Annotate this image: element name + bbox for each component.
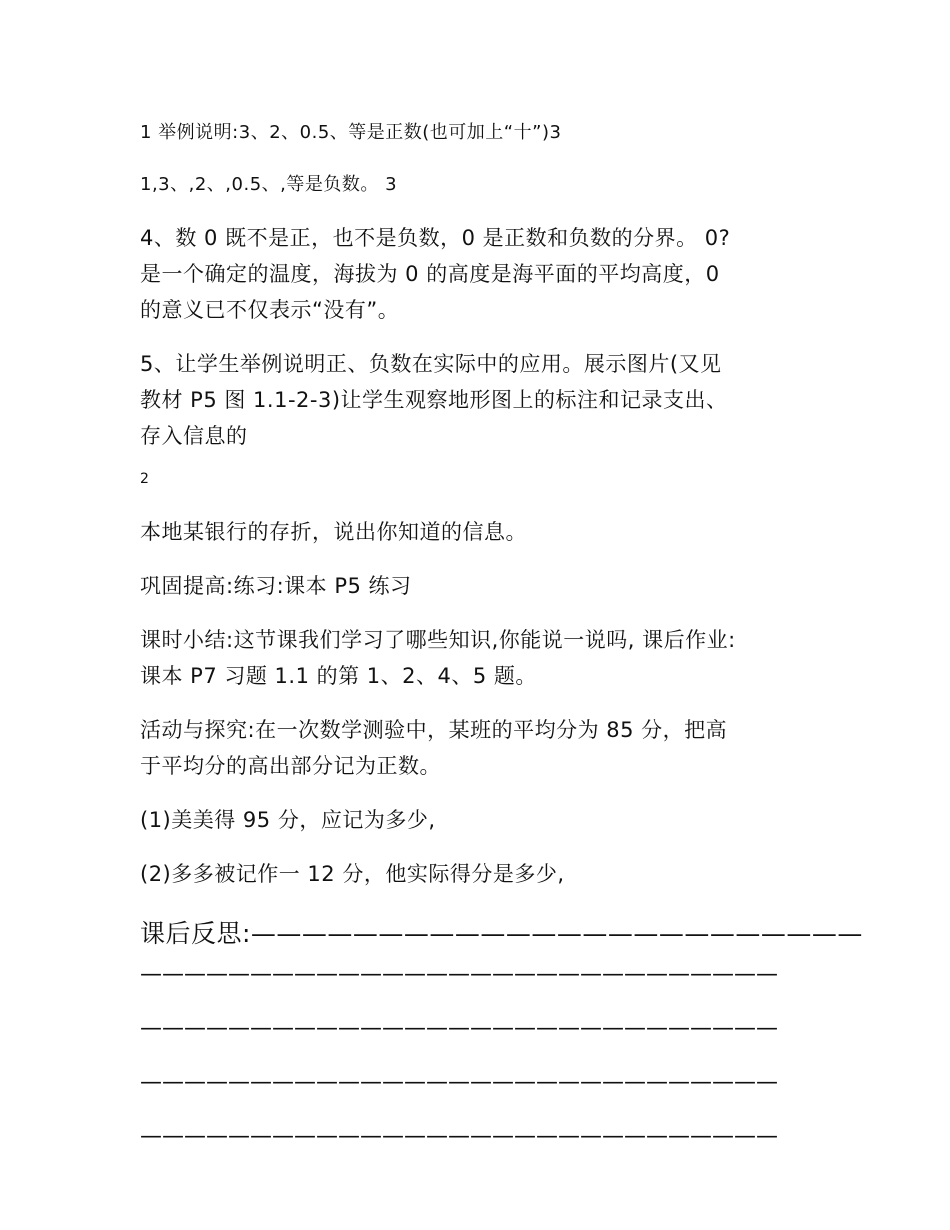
paragraph-line: 1 举例说明:3、2、0.5、等是正数(也可加上“十”)3 xyxy=(140,122,562,143)
paragraph-line: (1)美美得 95 分，应记为多少, xyxy=(140,808,436,832)
paragraph-line: 的意义已不仅表示“没有”。 xyxy=(140,298,400,322)
paragraph-line: 教材 P5 图 1.1-2-3)让学生观察地形图上的标注和记录支出、 xyxy=(140,388,728,412)
paragraph-line: 5、让学生举例说明正、负数在实际中的应用。展示图片(又见 xyxy=(140,352,722,376)
paragraph-line: 4、数 0 既不是正，也不是负数，0 是正数和负数的分界。 0? xyxy=(140,226,731,250)
paragraph-line: 课时小结:这节课我们学习了哪些知识,你能说一说吗, 课后作业: xyxy=(140,628,736,652)
paragraph-line: 1,3、,2、,0.5、,等是负数。 3 xyxy=(140,174,398,195)
paragraph-line: 是一个确定的温度，海拔为 0 的高度是海平面的平均高度，0 xyxy=(140,262,720,286)
page-number: 2 xyxy=(140,471,150,487)
paragraph-line: 巩固提高:练习:课本 P5 练习 xyxy=(140,574,412,598)
paragraph-line: 本地某银行的存折，说出你知道的信息。 xyxy=(140,520,527,544)
blank-line: ————————————————————————————— xyxy=(140,1124,778,1149)
blank-line: ————————————————————————————— xyxy=(140,1016,778,1041)
paragraph-line: 于平均分的高出部分记为正数。 xyxy=(140,754,441,778)
paragraph-line: 活动与探究:在一次数学测验中，某班的平均分为 85 分，把高 xyxy=(140,718,728,742)
paragraph-line: 课本 P7 习题 1.1 的第 1、2、4、5 题。 xyxy=(140,664,537,688)
paragraph-line: 存入信息的 xyxy=(140,424,248,448)
blank-line: ————————————————————————————— xyxy=(140,962,778,987)
reflection-heading: 课后反思:———————————————————————— xyxy=(140,919,863,948)
blank-line: ————————————————————————————— xyxy=(140,1070,778,1095)
paragraph-line: (2)多多被记作一 12 分，他实际得分是多少, xyxy=(140,862,565,886)
